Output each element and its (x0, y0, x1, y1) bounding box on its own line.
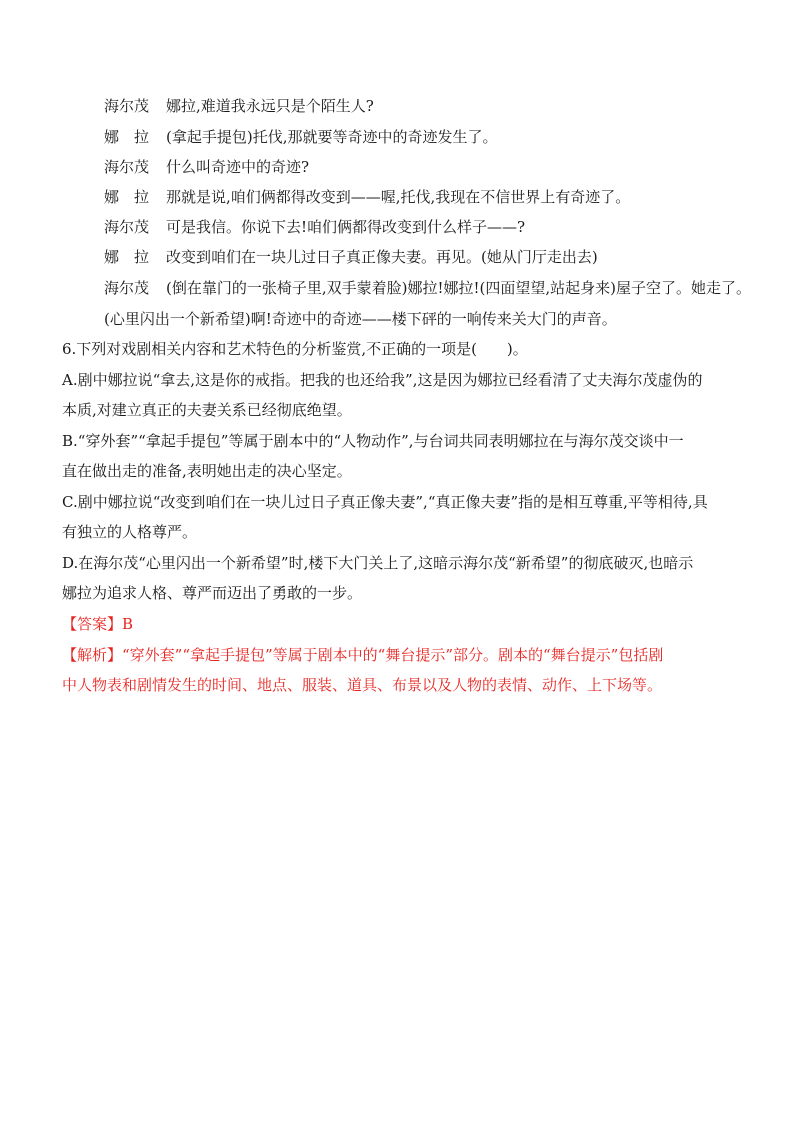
speaker-name: 娜 拉 (104, 188, 150, 206)
option-b-line-1: B.“穿外套”“拿起手提包”等属于剧本中的“人物动作”,与台词共同表明娜拉在与海尔茂交谈中一 (62, 432, 684, 450)
dialogue-line (104, 217, 525, 237)
speaker-name: 娜 拉 (104, 128, 150, 146)
dialogue-line (104, 96, 374, 116)
dialogue-text: 改变到咱们在一块儿过日子真正像夫妻。再见。(她从门厅走出去) (166, 248, 598, 266)
speaker-name: 娜 拉 (104, 248, 150, 266)
dialogue-line (104, 278, 751, 298)
dialogue-text: (拿起手提包)托伐,那就要等奇迹中的奇迹发生了。 (166, 128, 498, 146)
dialogue-line (104, 127, 497, 147)
question-stem: 6.下列对戏剧相关内容和艺术特色的分析鉴赏,不正确的一项是( )。 (62, 340, 528, 358)
option-c-line-1: C.剧中娜拉说“改变到咱们在一块儿过日子真正像夫妻”,“真正像夫妻”指的是相互尊重,平等相待,具 (62, 493, 708, 511)
dialogue-line (104, 187, 630, 207)
option-b-line-2: 直在做出走的准备,表明她出走的决心坚定。 (62, 462, 352, 480)
dialogue-text: (倒在靠门的一张椅子里,双手蒙着脸)娜拉!娜拉!(四面望望,站起身来)屋子空了。她走了。 (166, 279, 752, 297)
speaker-name: 海尔茂 (104, 158, 150, 176)
analysis-line-1: 【解析】“穿外套”“拿起手提包”等属于剧本中的“舞台提示”部分。剧本的“舞台提示”包括剧 (62, 646, 664, 664)
dialogue-line (104, 157, 309, 177)
answer-label: 【答案】B (62, 615, 134, 633)
dialogue-text: 那就是说,咱们俩都得改变到——喔,托伐,我现在不信世界上有奇迹了。 (166, 188, 631, 206)
option-a-line-1: A.剧中娜拉说“拿去,这是你的戒指。把我的也还给我”,这是因为娜拉已经看清了丈夫海尔茂虚伪的 (62, 371, 703, 389)
option-c-line-2: 有独立的人格尊严。 (62, 523, 198, 541)
analysis-line-2: 中人物表和剧情发生的时间、地点、服装、道具、布景以及人物的表情、动作、上下场等。 (62, 676, 663, 694)
speaker-name: 海尔茂 (104, 218, 150, 236)
dialogue-text: 什么叫奇迹中的奇迹? (166, 158, 310, 176)
option-d-line-1: D.在海尔茂“心里闪出一个新希望”时,楼下大门关上了,这暗示海尔茂“新希望”的彻底破灭,也暗示 (62, 554, 694, 572)
option-d-line-2: 娜拉为追求人格、尊严而迈出了勇敢的一步。 (62, 584, 363, 602)
option-a-line-2: 本质,对建立真正的夫妻关系已经彻底绝望。 (62, 401, 352, 419)
dialogue-line (104, 247, 598, 267)
dialogue-text: 可是我信。你说下去!咱们俩都得改变到什么样子——? (166, 218, 526, 236)
dialogue-text: 娜拉,难道我永远只是个陌生人? (166, 97, 374, 115)
speaker-name: 海尔茂 (104, 97, 150, 115)
dialogue-continuation: (心里闪出一个新希望)啊!奇迹中的奇迹——楼下砰的一响传来关大门的声音。 (104, 310, 617, 328)
speaker-name: 海尔茂 (104, 279, 150, 297)
